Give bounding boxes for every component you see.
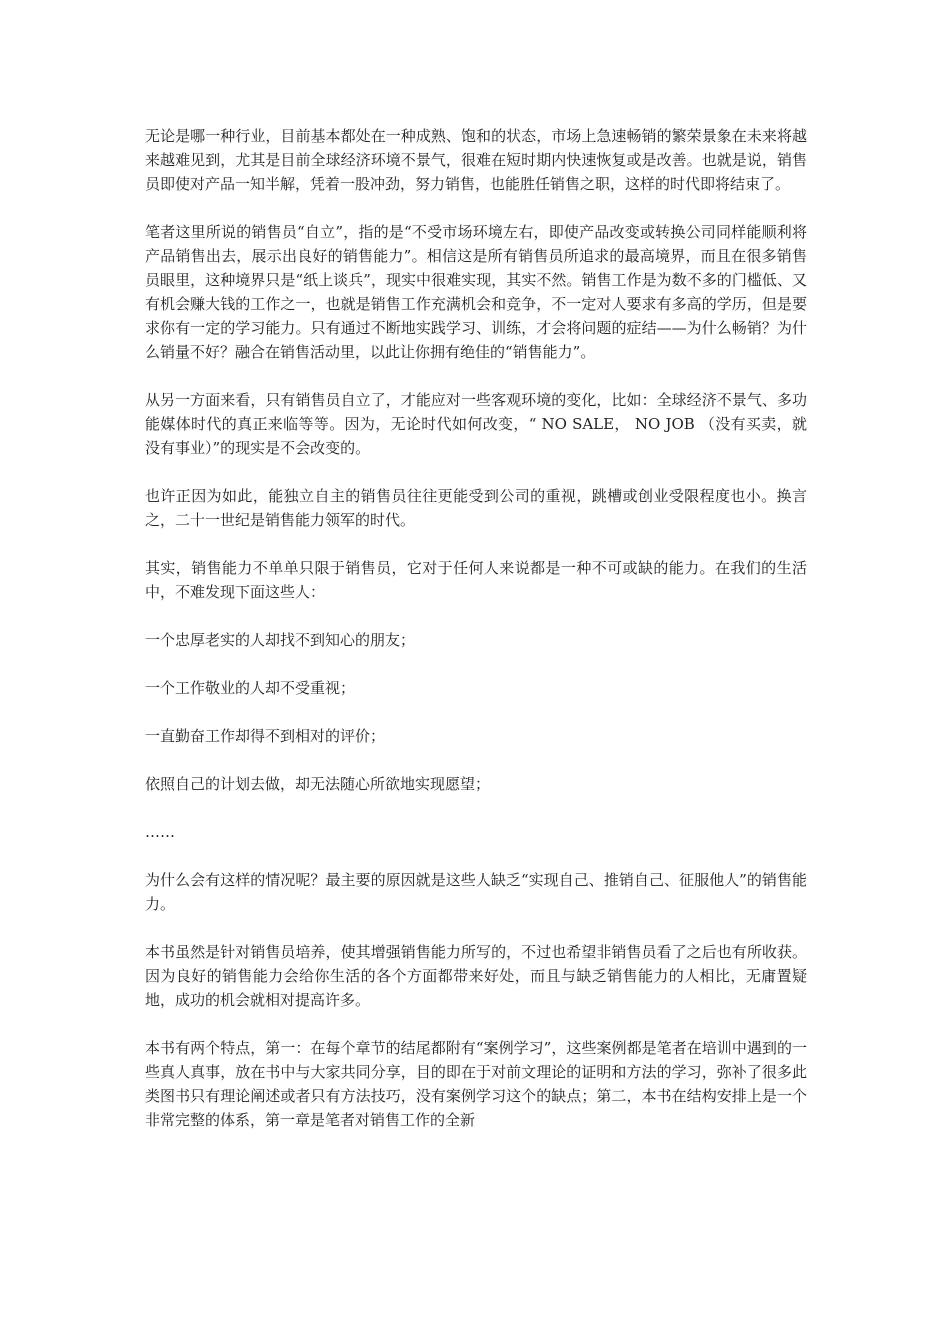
list-item-friend: 一个忠厚老实的人却找不到知心的朋友； <box>145 631 416 649</box>
paragraph-book-purpose: 本书虽然是针对销售员培养，使其增强销售能力所写的，不过也希望非销售员看了之后也有所收获。因为良好的销售能力会给你生活的各个方面都带来好处，而且与缺乏销售能力的人相比，无庸置疑地，成功的机会就相对提高许多。 <box>145 943 807 1009</box>
paragraph-reason: 为什么会有这样的情况呢？最主要的原因就是这些人缺乏“实现自己、推销自己、征服他人”的销售能力。 <box>145 871 807 913</box>
paragraph-sales-ability: 其实，销售能力不单单只限于销售员，它对于任何人来说都是一种不可或缺的能力。在我们的生活中，不难发现下面这些人： <box>145 559 807 601</box>
paragraph-intro: 无论是哪一种行业，目前基本都处在一种成熟、饱和的状态，市场上急速畅销的繁荣景象在未来将越来越难见到，尤其是目前全球经济环境不景气，很难在短时期内快速恢复或是改善。也就是说，销售员即使对产品一知半解，凭着一股冲劲，努力销售，也能胜任销售之职，这样的时代即将结束了。 <box>145 127 807 193</box>
ellipsis-line: …… <box>145 823 175 841</box>
list-item-plan: 依照自己的计划去做，却无法随心所欲地实现愿望； <box>145 775 491 793</box>
paragraph-self-reliance: 笔者这里所说的销售员“自立”，指的是“不受市场环境左右，即使产品改变或转换公司同样能顺利将产品销售出去，展示出良好的销售能力”。相信这是所有销售员所追求的最高境界，而且在很多销售员眼里，这种境界只是“纸上谈兵”，现实中很难实现，其实不然。销售工作是为数不多的门槛低、又有机会赚大钱的工作之一，也就是销售工作充满机会和竞争，不一定对人要求有多高的学历，但是要求你有一定的学习能力。只有通过不断地实践学习、训练，才会将问题的症结——为什么畅销？为什么销量不好？融合在销售活动里，以此让你拥有绝佳的“销售能力”。 <box>145 223 807 361</box>
paragraph-book-features: 本书有两个特点，第一：在每个章节的结尾都附有“案例学习”，这些案例都是笔者在培训中遇到的一些真人真事，放在书中与大家共同分享，目的即在于对前文理论的证明和方法的学习，弥补了很多此类图书只有理论阐述或者只有方法技巧，没有案例学习这个的缺点；第二，本书在结构安排上是一个非常完整的体系，第一章是笔者对销售工作的全新 <box>145 1039 807 1129</box>
paragraph-independence: 也许正因为如此，能独立自主的销售员往往更能受到公司的重视，跳槽或创业受限程度也小。换言之，二十一世纪是销售能力领军的时代。 <box>145 487 807 529</box>
paragraph-no-sale-no-job: 从另一方面来看，只有销售员自立了，才能应对一些客观环境的变化，比如：全球经济不景气、多功能媒体时代的真正来临等等。因为，无论时代如何改变，“ NO SALE， NO JOB （没有买卖，就没有事业）”的现实是不会改变的。 <box>145 391 807 457</box>
list-item-dedication: 一个工作敬业的人却不受重视； <box>145 679 356 697</box>
document-body <box>145 124 807 1156</box>
list-item-evaluation: 一直勤奋工作却得不到相对的评价； <box>145 727 386 745</box>
